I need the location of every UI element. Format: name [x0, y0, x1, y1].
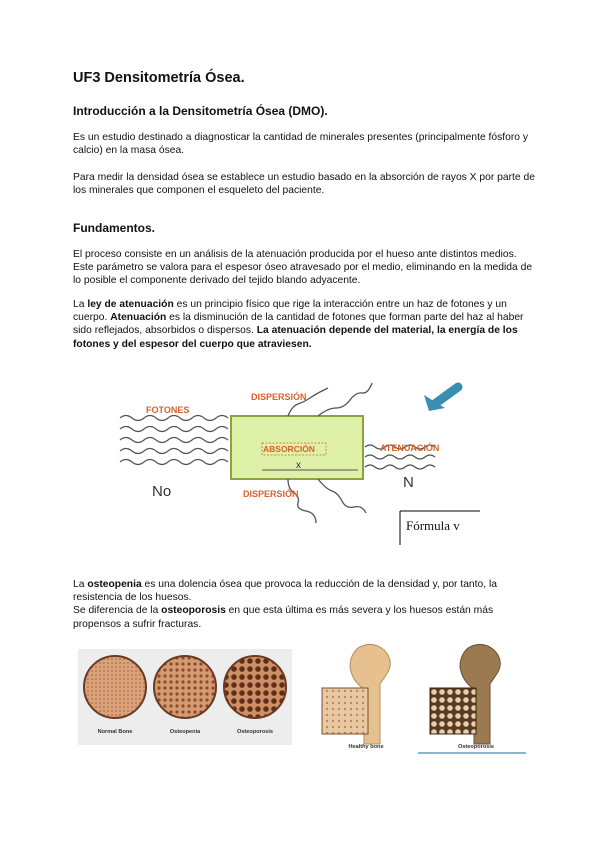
label-fotones: FOTONES [146, 405, 190, 415]
healthy-bone-closeup [322, 688, 368, 734]
pointer-arrow-shaft [436, 387, 458, 403]
intro-paragraph-1: Es un estudio destinado a diagnosticar la cantidad de minerales presentes (principalmente fósforo y calcio) en la masa ósea. [73, 132, 529, 157]
text-run: es la disminución de la cantidad de fotones que forman parte del haz al haber sido reflejados, absorbidos o dispersos. [73, 312, 524, 337]
document-title: UF3 Densitometría Ósea. [73, 70, 245, 86]
text-run: es una dolencia ósea que provoca la reducción de la densidad y, por tanto, la resistencia de los huesos. [73, 579, 497, 604]
caption-normal-bone: Normal Bone [97, 729, 133, 735]
caption-osteopenia: Osteopenia [169, 729, 201, 735]
osteoporosis-bone-closeup [430, 688, 476, 734]
text-run: es un principio físico que rige la interacción entre un haz de fotones y un cuerpo. [73, 299, 507, 324]
label-atenuacion: ATENUACIÓN [380, 443, 440, 453]
bold-sentence: La atenuación depende del material, la energía de los fotones y del espesor del cuerpo que atraviesen. [73, 325, 518, 350]
fundamentos-paragraph-2 [73, 298, 535, 351]
text-run: Se diferencia de la [73, 605, 162, 617]
text-run: La [73, 299, 88, 310]
caption-osteoporosis: Osteoporosis [236, 729, 274, 735]
label-formula: Fórmula v [406, 518, 460, 533]
fundamentos-paragraph-1: El proceso consiste en un análisis de la atenuación producida por el hueso ante distintos medios. Este parámetro se valora para el espesor óseo atravesado por el medio, eliminando en la medida de lo posible el componente derivado del tejido blando adyacente. [73, 249, 533, 287]
label-x: x [296, 460, 301, 471]
intro-paragraph-2: Para medir la densidad ósea se establece un estudio basado en la absorción de rayos X por parte de los minerales que componen el esqueleto del paciente. [73, 172, 535, 197]
healthy-vs-osteoporosis-image [318, 640, 528, 755]
femur-illustration [318, 640, 528, 755]
bold-term-osteoporosis: osteoporosis [161, 605, 226, 617]
text-run: en que esta última es más severa y los huesos están más propensos a sufrir fracturas. [73, 605, 494, 630]
label-absorcion: ABSORCIÓN [263, 444, 315, 454]
bold-term-osteopenia: osteopenia [87, 579, 142, 590]
label-no: No [152, 483, 172, 500]
text-run: La [73, 579, 88, 590]
label-dispersion-bottom: DISPERSIÓN [243, 489, 299, 499]
bold-term-ley-atenuacion: ley de atenuación [87, 299, 174, 310]
label-n: N [403, 474, 414, 491]
osteopenia-paragraph [73, 578, 535, 631]
osteopenia-bone-circle [154, 656, 216, 718]
photon-waves-incoming [120, 416, 228, 465]
bone-density-comparison-image [78, 649, 292, 745]
osteoporosis-bone-circle [224, 656, 286, 718]
caption-osteoporosis-femur: Osteoporosis [457, 744, 495, 750]
fundamentos-heading: Fundamentos. [73, 221, 156, 235]
intro-heading: Introducción a la Densitometría Ósea (DMO). [73, 104, 328, 118]
caption-healthy-bone: Healthy bone [348, 744, 384, 750]
label-dispersion-top: DISPERSIÓN [251, 392, 307, 402]
bold-term-atenuacion: Atenuación [110, 312, 167, 324]
normal-bone-circle [84, 656, 146, 718]
attenuation-diagram [118, 363, 480, 545]
